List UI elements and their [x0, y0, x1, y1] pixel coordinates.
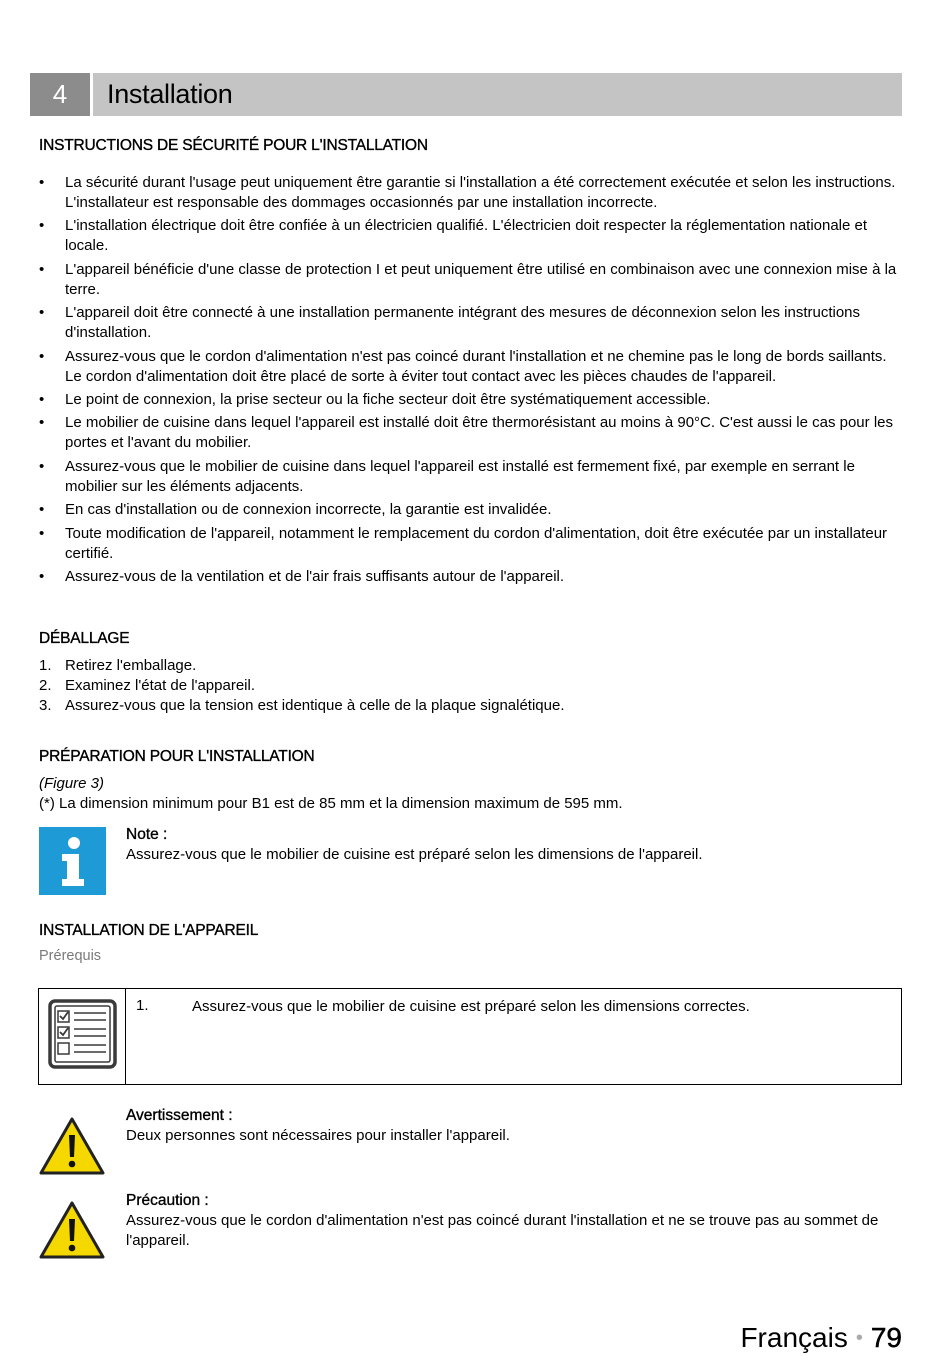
safety-item-text: Le point de connexion, la prise secteur ou la fiche secteur doit être systématiquement accessible. [65, 390, 711, 408]
safety-item [39, 390, 901, 410]
safety-item [39, 413, 901, 453]
step-number: 1. [39, 657, 52, 674]
footer-separator: • [855, 1326, 863, 1349]
caution-text: Assurez-vous que le cordon d'alimentation n'est pas coincé durant l'installation et ne se trouve pas au sommet de l'appareil. [126, 1212, 879, 1249]
safety-item-text: La sécurité durant l'usage peut uniquement être garantie si l'installation a été correctement exécutée et selon les instructions. L'installateur est responsable des dommages occasionnés par une installation incorrecte. [65, 174, 896, 211]
checklist-icon [39, 989, 125, 1084]
safety-item-text: Assurez-vous que le cordon d'alimentation n'est pas coincé durant l'installation et ne chemine pas le long de bords saillants. Le cordon d'alimentation doit être placé de sorte à éviter tout contact avec les pièces chaudes de l'appareil. [65, 347, 887, 385]
safety-item-text: Le mobilier de cuisine dans lequel l'appareil est installé doit être thermorésistant au moins à 90°C. C'est aussi le cas pour les portes et l'avant du mobilier. [65, 414, 893, 452]
safety-item [39, 567, 901, 587]
bullet-marker: • [39, 390, 45, 408]
safety-item-text: L'appareil bénéficie d'une classe de protection I et peut uniquement être utilisé en combinaison avec une connexion mise à la terre. [65, 260, 897, 298]
safety-item-text: L'appareil doit être connecté à une installation permanente intégrant des mesures de déconnexion selon les instructions d'installation. [65, 304, 861, 342]
safety-heading: INSTRUCTIONS DE SÉCURITÉ POUR L'INSTALLATION [39, 137, 428, 154]
page-number: 79 [870, 1322, 902, 1353]
unpacking-step [39, 656, 901, 676]
step-text: Retirez l'emballage. [65, 657, 197, 674]
step-number: 3. [39, 697, 52, 714]
safety-item-text: Assurez-vous que le mobilier de cuisine dans lequel l'appareil est installé est fermement fixé, par exemple en serrant le mobilier sur les éléments adjacents. [65, 457, 855, 495]
step-text: Examinez l'état de l'appareil. [65, 677, 255, 694]
caution-label: Précaution : [126, 1192, 209, 1209]
unpacking-step [39, 696, 901, 716]
safety-item [39, 524, 901, 564]
bullet-marker: • [39, 174, 45, 191]
step-number: 2. [39, 677, 52, 694]
prerequisites-icon-cell [39, 989, 126, 1084]
bullet-marker: • [39, 524, 45, 542]
info-icon [39, 827, 106, 895]
bullet-marker: • [39, 347, 45, 365]
page-footer [740, 1322, 902, 1354]
safety-item [39, 303, 901, 343]
safety-list [39, 173, 901, 590]
warning-icon [39, 1117, 105, 1175]
section-number: 4 [30, 73, 93, 116]
section-title: Installation [107, 79, 233, 109]
dimension-note: (*) La dimension minimum pour B1 est de 85 mm et la dimension maximum de 595 mm. [39, 795, 623, 812]
prerequisites-box [38, 988, 902, 1085]
note-text: Assurez-vous que le mobilier de cuisine est préparé selon les dimensions de l'appareil. [126, 846, 703, 863]
safety-item-text: L'installation électrique doit être confiée à un électricien qualifié. L'électricien doit respecter la réglementation nationale et locale. [65, 217, 868, 255]
note-label: Note : [126, 826, 168, 843]
safety-item [39, 500, 901, 520]
bullet-marker: • [39, 304, 45, 322]
bullet-marker: • [39, 567, 45, 585]
bullet-marker: • [39, 414, 45, 432]
safety-item [39, 260, 901, 300]
safety-item [39, 347, 901, 387]
prerequisite-number: 1. [136, 997, 149, 1014]
safety-item [39, 216, 901, 256]
prerequisite-text: Assurez-vous que le mobilier de cuisine est préparé selon les dimensions correctes. [192, 998, 750, 1015]
bullet-marker: • [39, 260, 45, 278]
bullet-marker: • [39, 457, 45, 475]
unpacking-heading: DÉBALLAGE [39, 630, 130, 647]
figure-reference: (Figure 3) [39, 775, 105, 792]
step-text: Assurez-vous que la tension est identique à celle de la plaque signalétique. [65, 697, 565, 714]
prerequisites-label: Prérequis [39, 948, 102, 964]
footer-language: Français [740, 1322, 848, 1353]
warning-text: Deux personnes sont nécessaires pour installer l'appareil. [126, 1127, 510, 1144]
warning-label: Avertissement : [126, 1107, 233, 1124]
installing-heading: INSTALLATION DE L'APPAREIL [39, 922, 259, 939]
safety-item-text: Toute modification de l'appareil, notamment le remplacement du cordon d'alimentation, doit être exécutée par un installateur certifié. [65, 524, 888, 562]
caution-icon [39, 1201, 105, 1259]
bullet-marker: • [39, 501, 45, 519]
preparation-heading: PRÉPARATION POUR L'INSTALLATION [39, 748, 315, 765]
safety-item [39, 457, 901, 497]
safety-item-text: Assurez-vous de la ventilation et de l'air frais suffisants autour de l'appareil. [65, 567, 565, 585]
unpacking-steps [39, 656, 901, 716]
bullet-marker: • [39, 217, 45, 235]
unpacking-step [39, 676, 901, 696]
safety-item-text: En cas d'installation ou de connexion incorrecte, la garantie est invalidée. [65, 501, 552, 519]
safety-item [39, 173, 901, 213]
section-header [30, 73, 902, 116]
